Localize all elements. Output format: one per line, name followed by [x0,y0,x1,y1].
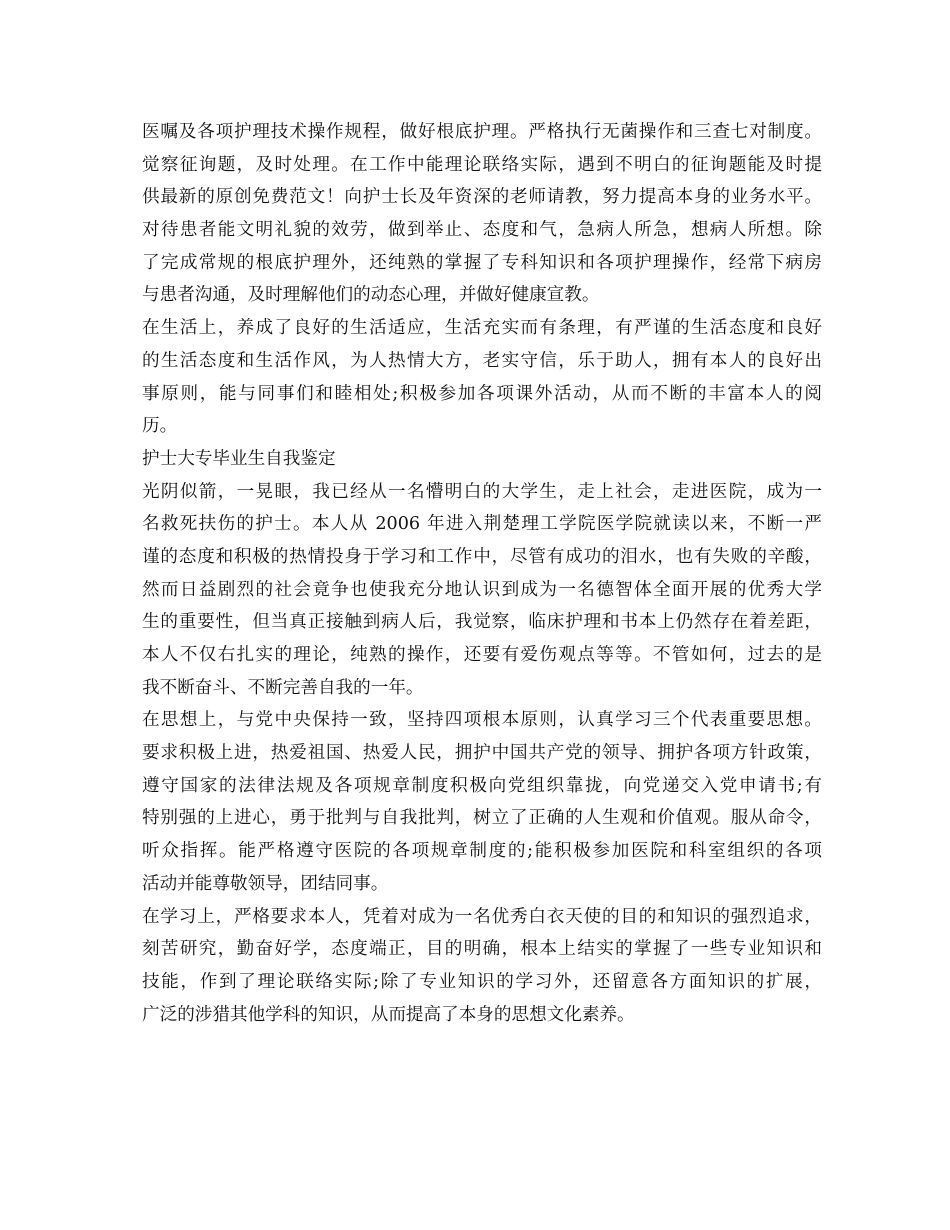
text-line: 广泛的涉猎其他学科的知识，从而提高了本身的思想文化素养。 [142,1004,635,1025]
text-line: 我不断奋斗、不断完善自我的一年。 [142,677,424,698]
text-line: 技能，作到了理论联络实际;除了专业知识的学习外，还留意各方面知识的扩展， [142,971,822,992]
text-line: 生的重要性，但当真正接触到病人后，我觉察，临床护理和书本上仍然存在着差距， [142,612,822,633]
text-line: 然而日益剧烈的社会竟争也使我充分地认识到成为一名德智体全面开展的优秀大学 [142,579,822,600]
text-line: 了完成常规的根底护理外，还纯熟的掌握了专科知识和各项护理操作，经常下病房 [142,252,822,273]
text-line: 名救死扶伤的护士。本人从 2006 年进入荆楚理工学院医学院就读以来，不断一严 [142,514,822,535]
text-line: 的生活态度和生活作风，为人热情大方，老实守信，乐于助人，拥有本人的良好出 [142,350,822,371]
text-line: 特别强的上进心，勇于批判与自我批判，树立了正确的人生观和价值观。服从命令， [142,808,822,829]
text-line: 在学习上，严格要求本人，凭着对成为一名优秀白衣天使的目的和知识的强烈追求， [142,906,822,927]
text-line: 事原则，能与同事们和睦相处;积极参加各项课外活动，从而不断的丰富本人的阅 [142,383,822,404]
text-line: 谨的态度和积极的热情投身于学习和工作中，尽管有成功的泪水，也有失败的辛酸， [142,546,822,567]
text-line: 历。 [142,416,178,437]
text-line: 与患者沟通，及时理解他们的动态心理，并做好健康宣教。 [142,285,600,306]
text-line: 光阴似箭，一晃眼，我已经从一名懵明白的大学生，走上社会，走进医院，成为一 [142,481,822,502]
text-line: 本人不仅右扎实的理论，纯熟的操作，还要有爱伤观点等等。不管如何，过去的是 [142,645,822,665]
document-body [142,116,822,1031]
text-line: 要求积极上进，热爱祖国、热爱人民，拥护中国共产党的领导、拥护各项方针政策， [142,743,822,764]
text-line: 觉察征询题，及时处理。在工作中能理论联络实际，遇到不明白的征询题能及时提 [142,154,822,175]
text-line: 在生活上，养成了良好的生活适应，生活充实而有条理，有严谨的生活态度和良好 [142,318,822,339]
text-line: 在思想上，与党中央保持一致，坚持四项根本原则，认真学习三个代表重要思想。 [142,710,822,731]
text-line: 遵守国家的法律法规及各项规章制度积极向党组织靠拢，向党递交入党申请书;有 [142,775,822,796]
text-line: 听众指挥。能严格遵守医院的各项规章制度的;能积极参加医院和科室组织的各项 [142,841,822,862]
text-line: 医嘱及各项护理技术操作规程，做好根底护理。严格执行无菌操作和三查七对制度。 [142,122,822,142]
section-heading: 护士大专毕业生自我鉴定 [142,448,336,469]
text-line: 刻苦研究，勤奋好学，态度端正，目的明确，根本上结实的掌握了一些专业知识和 [142,939,822,960]
text-line: 活动并能尊敬领导，团结同事。 [142,873,389,894]
text-line: 供最新的原创免费范文！向护士长及年资深的老师请教，努力提高本身的业务水平。 [142,187,822,208]
text-line: 对待患者能文明礼貌的效劳，做到举止、态度和气，急病人所急，想病人所想。除 [142,220,822,241]
